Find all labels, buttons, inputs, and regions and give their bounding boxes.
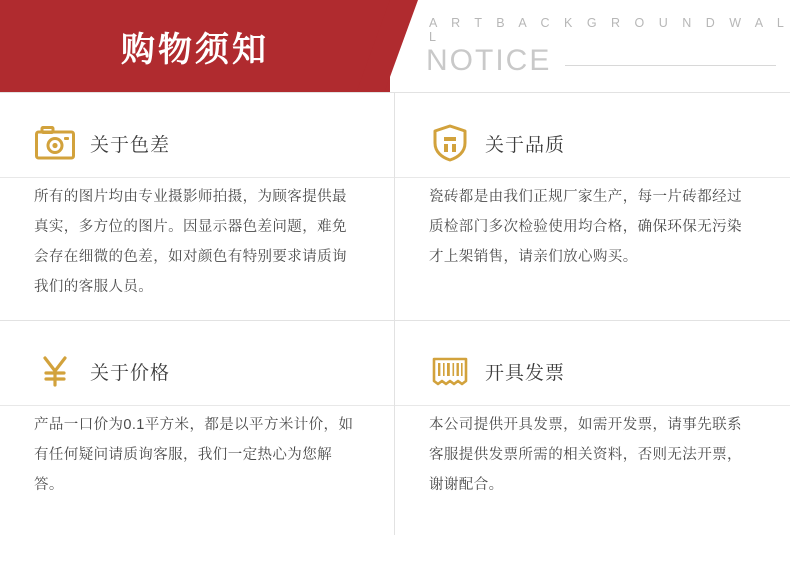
section-divider bbox=[0, 177, 394, 178]
notice-section-header bbox=[34, 343, 360, 399]
notice-section-body: 产品一口价为0.1平方米，都是以平方米计价，如有任何疑问请质询客服，我们一定热心为您解答。 bbox=[34, 417, 354, 493]
notice-section-price bbox=[0, 321, 395, 535]
section-divider bbox=[395, 177, 790, 178]
section-divider bbox=[395, 405, 790, 406]
notice-section-color bbox=[0, 93, 395, 321]
notice-section-title: 开具发票 bbox=[485, 362, 566, 384]
header-title-en-row bbox=[426, 46, 790, 76]
notice-section-quality bbox=[395, 93, 790, 321]
notice-section-header bbox=[34, 115, 360, 171]
notice-section-body: 瓷砖都是由我们正规厂家生产，每一片砖都经过质检部门多次检验使用均合格，确保环保无污染才上架销售，请亲们放心购买。 bbox=[429, 189, 742, 265]
notice-section-body: 本公司提供开具发票，如需开发票，请事先联系客服提供发票所需的相关资料，否则无法开票，谢谢配合。 bbox=[429, 417, 742, 493]
page-header bbox=[0, 0, 790, 92]
notice-grid bbox=[0, 92, 790, 535]
header-title-en: NOTICE bbox=[426, 44, 552, 77]
invoice-icon bbox=[429, 350, 471, 392]
notice-section-invoice bbox=[395, 321, 790, 535]
notice-section-title: 关于价格 bbox=[90, 362, 171, 384]
header-rule bbox=[565, 65, 776, 66]
camera-icon bbox=[34, 122, 76, 164]
notice-section-title: 关于品质 bbox=[485, 134, 566, 156]
notice-section-header bbox=[429, 115, 756, 171]
notice-section-title: 关于色差 bbox=[90, 134, 171, 156]
notice-section-body: 所有的图片均由专业摄影师拍摄，为顾客提供最真实，多方位的图片。因显示器色差问题，难免会存在细微的色差，如对颜色有特别要求请质询我们的客服人员。 bbox=[34, 189, 347, 295]
header-subtitle-en: A R T B A C K G R O U N D W A L L bbox=[429, 16, 789, 44]
notice-section-header bbox=[429, 343, 756, 399]
shield-quality-icon bbox=[429, 122, 471, 164]
yuan-price-icon bbox=[34, 350, 76, 392]
page-title: 购物须知 bbox=[121, 30, 269, 69]
section-divider bbox=[0, 405, 394, 406]
header-title-block bbox=[0, 0, 390, 92]
header-english-block bbox=[390, 0, 790, 92]
